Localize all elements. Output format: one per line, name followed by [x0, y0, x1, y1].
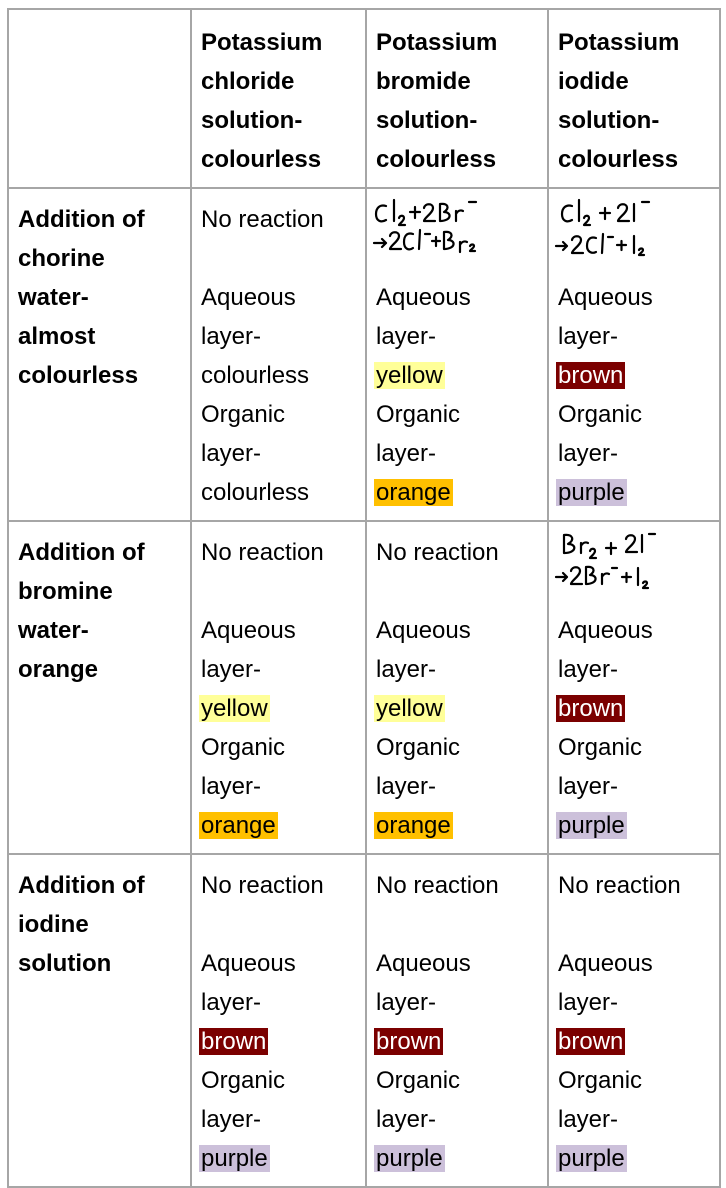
aqueous-label: layer- — [376, 656, 437, 683]
aqueous-label: layer- — [201, 656, 262, 683]
cell-bromine-kcl — [191, 521, 366, 854]
equation-handwriting — [554, 194, 714, 270]
cell-iodine-ki — [548, 854, 720, 1187]
organic-colour: purple — [376, 1145, 443, 1172]
row-label-line: Addition of — [18, 539, 145, 566]
header-text-line: solution- — [201, 107, 303, 134]
aqueous-label: Aqueous — [201, 284, 296, 311]
row-label-line: solution — [18, 950, 112, 977]
organic-colour: orange — [201, 812, 276, 839]
reaction-result: No reaction — [201, 539, 324, 566]
aqueous-label: layer- — [558, 323, 619, 350]
aqueous-colour: yellow — [376, 695, 443, 722]
header-text-line: Potassium — [558, 29, 680, 56]
row-label-line: Addition of — [18, 206, 145, 233]
reaction-result: No reaction — [376, 539, 499, 566]
cell-bromine-kbr — [366, 521, 548, 854]
header-text-line: solution- — [376, 107, 478, 134]
equation-handwriting — [554, 527, 714, 603]
aqueous-label: layer- — [376, 989, 437, 1016]
row-label-line: Addition of — [18, 872, 145, 899]
row-label-iodine — [8, 854, 191, 1187]
aqueous-label: layer- — [376, 323, 437, 350]
header-text-line: iodide — [558, 68, 629, 95]
aqueous-colour: brown — [558, 1028, 624, 1055]
organic-colour: orange — [376, 479, 451, 506]
organic-label: layer- — [376, 1106, 437, 1133]
cell-iodine-kcl — [191, 854, 366, 1187]
organic-label: layer- — [558, 1106, 619, 1133]
organic-label: Organic — [558, 401, 643, 428]
header-text-line: colourless — [376, 146, 497, 173]
header-text-line: colourless — [201, 146, 322, 173]
aqueous-colour: brown — [558, 362, 624, 389]
handwritten-equation — [558, 533, 711, 611]
aqueous-colour: yellow — [201, 695, 268, 722]
aqueous-colour: colourless — [201, 362, 310, 389]
aqueous-label: layer- — [201, 989, 262, 1016]
aqueous-label: Aqueous — [201, 617, 296, 644]
cell-chlorine-ki — [548, 188, 720, 521]
row-label-chlorine — [8, 188, 191, 521]
aqueous-label: layer- — [558, 656, 619, 683]
aqueous-label: Aqueous — [376, 617, 471, 644]
halogen-displacement-table — [7, 8, 721, 1188]
organic-colour: purple — [558, 812, 625, 839]
header-row — [8, 9, 720, 188]
reaction-result: No reaction — [201, 206, 324, 233]
table-row-bromine — [8, 521, 720, 854]
header-text-line: bromide — [376, 68, 471, 95]
organic-label: layer- — [558, 773, 619, 800]
table-row-iodine — [8, 854, 720, 1187]
aqueous-colour: brown — [558, 695, 624, 722]
aqueous-label: layer- — [558, 989, 619, 1016]
organic-label: Organic — [558, 734, 643, 761]
aqueous-colour: brown — [376, 1028, 442, 1055]
header-text-line: solution- — [558, 107, 660, 134]
organic-label: layer- — [376, 440, 437, 467]
organic-label: layer- — [376, 773, 437, 800]
aqueous-label: Aqueous — [201, 950, 296, 977]
handwritten-equation — [558, 200, 711, 278]
aqueous-label: layer- — [201, 323, 262, 350]
organic-label: Organic — [376, 401, 461, 428]
organic-label: Organic — [376, 1067, 461, 1094]
row-label-line: chorine — [18, 245, 105, 272]
header-empty-cell — [8, 9, 191, 188]
organic-colour: purple — [201, 1145, 268, 1172]
organic-colour: colourless — [201, 479, 310, 506]
cell-chlorine-kcl — [191, 188, 366, 521]
row-label-line: water- — [18, 284, 89, 311]
organic-colour: purple — [558, 479, 625, 506]
reaction-result: No reaction — [376, 872, 499, 899]
organic-label: layer- — [201, 1106, 262, 1133]
organic-label: Organic — [201, 734, 286, 761]
aqueous-label: Aqueous — [558, 284, 653, 311]
table-row-chlorine — [8, 188, 720, 521]
row-label-line: almost — [18, 323, 96, 350]
header-potassium-bromide — [366, 9, 548, 188]
reaction-result: No reaction — [201, 872, 324, 899]
aqueous-colour: brown — [201, 1028, 267, 1055]
aqueous-label: Aqueous — [558, 617, 653, 644]
header-text-line: Potassium — [201, 29, 323, 56]
reaction-result: No reaction — [558, 872, 681, 899]
row-label-bromine — [8, 521, 191, 854]
row-label-line: water- — [18, 617, 89, 644]
header-text-line: Potassium — [376, 29, 498, 56]
organic-colour: orange — [376, 812, 451, 839]
organic-label: Organic — [201, 401, 286, 428]
cell-iodine-kbr — [366, 854, 548, 1187]
row-label-line: bromine — [18, 578, 113, 605]
organic-label: Organic — [201, 1067, 286, 1094]
row-label-line: orange — [18, 656, 99, 683]
row-label-line: colourless — [18, 362, 139, 389]
row-label-line: iodine — [18, 911, 89, 938]
aqueous-label: Aqueous — [376, 950, 471, 977]
organic-label: Organic — [376, 734, 461, 761]
organic-colour: purple — [558, 1145, 625, 1172]
equation-handwriting — [372, 194, 542, 270]
header-potassium-chloride — [191, 9, 366, 188]
aqueous-label: Aqueous — [558, 950, 653, 977]
header-text-line: colourless — [558, 146, 679, 173]
organic-label: layer- — [201, 440, 262, 467]
handwritten-equation — [376, 200, 539, 278]
header-text-line: chloride — [201, 68, 295, 95]
aqueous-colour: yellow — [376, 362, 443, 389]
cell-bromine-ki — [548, 521, 720, 854]
header-potassium-iodide — [548, 9, 720, 188]
organic-label: layer- — [558, 440, 619, 467]
organic-label: Organic — [558, 1067, 643, 1094]
cell-chlorine-kbr — [366, 188, 548, 521]
organic-label: layer- — [201, 773, 262, 800]
aqueous-label: Aqueous — [376, 284, 471, 311]
